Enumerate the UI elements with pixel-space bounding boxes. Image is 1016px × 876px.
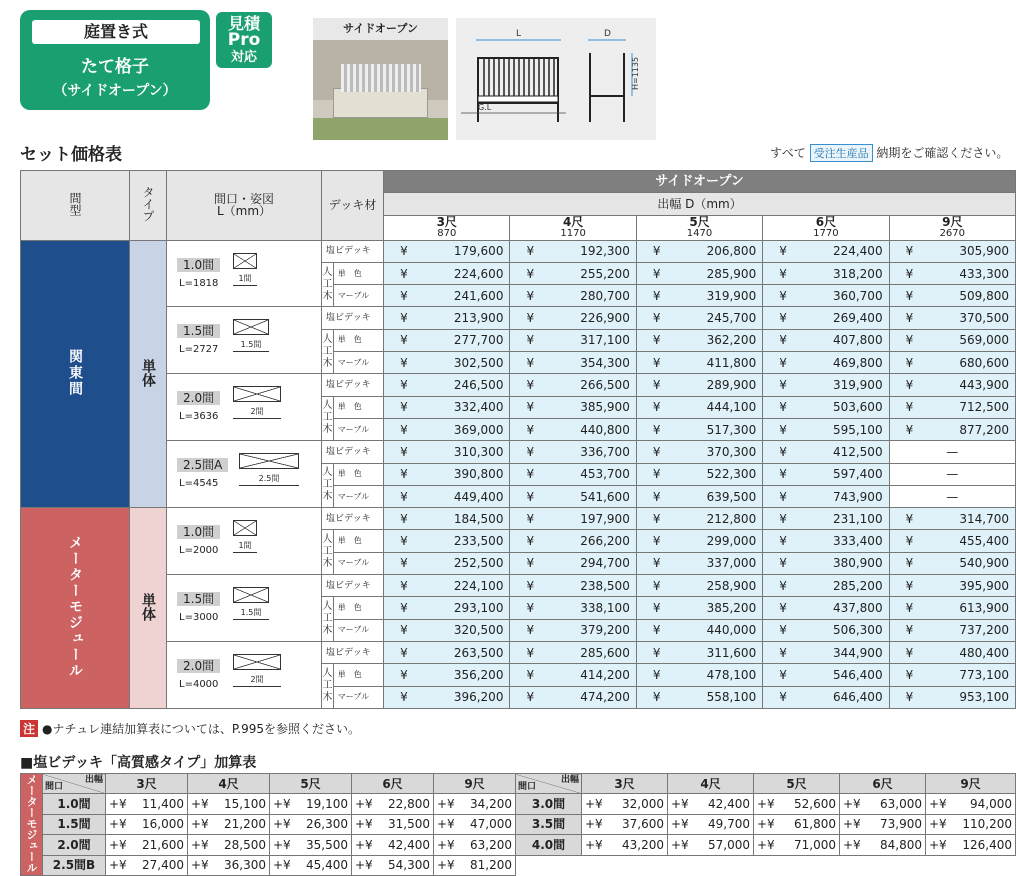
price-cell: ¥ 319,900 — [763, 374, 889, 396]
price-cell: ¥ 953,100 — [889, 686, 1015, 708]
badge-bottom: （サイドオープン） — [53, 83, 177, 99]
add-price-cell: +¥ 84,800 — [840, 835, 926, 855]
fence-sketch-icon — [233, 587, 269, 603]
deck-label: 単 色 — [333, 664, 383, 686]
price-cell: ¥ 440,800 — [510, 418, 636, 440]
dimension-diagram — [456, 18, 656, 140]
size-cell — [167, 575, 322, 642]
price-cell: ¥ 338,100 — [510, 597, 636, 619]
price-cell: ¥ 332,400 — [384, 396, 510, 418]
price-cell: ¥ 540,900 — [889, 552, 1015, 574]
price-cell: ¥ 319,900 — [636, 285, 762, 307]
price-cell: ¥ 379,200 — [510, 619, 636, 641]
header-depth-col: 5尺 1470 — [636, 215, 762, 240]
add-col-header: 9尺 — [926, 774, 1016, 794]
price-cell: ¥ 344,900 — [763, 641, 889, 663]
price-cell: ¥ 226,900 — [510, 307, 636, 329]
size-length: L=4545 — [179, 478, 219, 490]
sketch-dim: 1間 — [233, 273, 257, 286]
product-photo — [313, 18, 448, 140]
table-row — [21, 835, 1016, 855]
add-col-header: 4尺 — [188, 774, 270, 794]
size-cell — [167, 641, 322, 708]
price-cell: ¥ 411,800 — [636, 352, 762, 374]
add-price-cell: +¥ 15,100 — [188, 794, 270, 814]
size-label: 2.0間 — [177, 659, 220, 673]
add-price-cell: +¥ 21,200 — [188, 814, 270, 834]
deck-label: マーブル — [333, 418, 383, 440]
price-cell: ¥ 360,700 — [763, 285, 889, 307]
made-to-order-tag: 受注生産品 — [810, 144, 873, 162]
add-row-label: 3.5間 — [516, 814, 582, 834]
add-group-name: メーターモジュール — [21, 774, 43, 876]
add-price-cell: +¥ 42,400 — [352, 835, 434, 855]
price-cell: ¥ 773,100 — [889, 664, 1015, 686]
add-price-cell: +¥ 34,200 — [434, 794, 516, 814]
add-table-header — [21, 774, 1016, 794]
price-cell: ¥ 280,700 — [510, 285, 636, 307]
header-depth-col: 4尺 1170 — [510, 215, 636, 240]
price-cell: ¥ 480,400 — [889, 641, 1015, 663]
price-cell: ¥ 336,700 — [510, 441, 636, 463]
add-price-cell: +¥ 11,400 — [106, 794, 188, 814]
deck-label: 塩ビデッキ — [321, 641, 383, 663]
fence-sketch-icon — [233, 520, 257, 536]
size-cell — [167, 307, 322, 374]
deck-label: マーブル — [333, 352, 383, 374]
price-cell: ¥ 224,100 — [384, 575, 510, 597]
add-price-cell: +¥ 26,300 — [270, 814, 352, 834]
made-to-order-note — [770, 144, 1008, 162]
jinkomoku-label: 人 工 木 — [321, 664, 333, 709]
price-cell: ¥ 478,100 — [636, 664, 762, 686]
deck-label: 単 色 — [333, 530, 383, 552]
add-price-cell: +¥ 57,000 — [668, 835, 754, 855]
fence-sketch-icon — [239, 453, 299, 469]
price-cell: ¥ 541,600 — [510, 485, 636, 507]
price-cell: ¥ 390,800 — [384, 463, 510, 485]
deck-label: 塩ビデッキ — [321, 240, 383, 262]
price-cell: ¥ 407,800 — [763, 329, 889, 351]
diagram-H: H=1135 — [631, 56, 640, 90]
deck-label: マーブル — [333, 686, 383, 708]
price-cell: ¥ 302,500 — [384, 352, 510, 374]
sketch-dim: 2間 — [233, 406, 281, 419]
sketch-dim: 1.5間 — [233, 607, 269, 620]
jinkomoku-label: 人 工 木 — [321, 329, 333, 374]
deck-label: 塩ビデッキ — [321, 307, 383, 329]
price-cell: ¥ 449,400 — [384, 485, 510, 507]
add-row-label: 2.5間B — [43, 855, 106, 875]
table-row — [21, 575, 1016, 597]
size-length: L=3636 — [179, 411, 219, 423]
price-cell: ¥ 433,300 — [889, 262, 1015, 284]
add-col-header: 6尺 — [840, 774, 926, 794]
table-row — [21, 641, 1016, 663]
deck-label: 単 色 — [333, 262, 383, 284]
price-cell: ¥ 184,500 — [384, 508, 510, 530]
add-row-label: 4.0間 — [516, 835, 582, 855]
group-type: 単体 — [130, 240, 167, 508]
table-row — [21, 307, 1016, 329]
price-cell: ¥ 380,900 — [763, 552, 889, 574]
price-cell: ¥ 517,300 — [636, 418, 762, 440]
price-cell: ¥ 443,900 — [889, 374, 1015, 396]
deck-label: 塩ビデッキ — [321, 374, 383, 396]
header-magata: 間型 — [21, 171, 130, 241]
badge-top: 庭置き式 — [32, 20, 200, 44]
add-row-label: 3.0間 — [516, 794, 582, 814]
price-cell: ¥ 263,500 — [384, 641, 510, 663]
price-cell: ¥ 246,500 — [384, 374, 510, 396]
add-col-header: 5尺 — [270, 774, 352, 794]
price-cell: ¥ 546,400 — [763, 664, 889, 686]
add-price-cell: +¥ 37,600 — [582, 814, 668, 834]
add-price-cell: +¥ 126,400 — [926, 835, 1016, 855]
price-cell: ¥ 370,500 — [889, 307, 1015, 329]
price-cell: ¥ 509,800 — [889, 285, 1015, 307]
price-cell: ¥ 444,100 — [636, 396, 762, 418]
add-price-cell: +¥ 54,300 — [352, 855, 434, 875]
add-price-cell: +¥ 36,300 — [188, 855, 270, 875]
sketch-dim: 1.5間 — [233, 339, 269, 352]
pro-line-b: Pro — [227, 30, 261, 50]
add-price-cell: +¥ 21,600 — [106, 835, 188, 855]
price-cell: ¥ 224,600 — [384, 262, 510, 284]
corner-header: 出幅 間口 — [516, 774, 582, 794]
mitsumori-pro-badge — [216, 12, 272, 68]
price-cell: ¥ 299,000 — [636, 530, 762, 552]
diagram-L: L — [516, 29, 522, 39]
add-price-cell: +¥ 61,800 — [754, 814, 840, 834]
add-col-header: 5尺 — [754, 774, 840, 794]
price-cell: ¥ 680,600 — [889, 352, 1015, 374]
add-col-header: 6尺 — [352, 774, 434, 794]
price-cell: ¥ 192,300 — [510, 240, 636, 262]
add-price-cell: +¥ 71,000 — [754, 835, 840, 855]
table-row — [21, 374, 1016, 396]
price-cell: ¥ 231,100 — [763, 508, 889, 530]
header-depth-col: 3尺 870 — [384, 215, 510, 240]
price-cell: ¥ 613,900 — [889, 597, 1015, 619]
size-length: L=2000 — [179, 545, 219, 557]
price-cell: ¥ 333,400 — [763, 530, 889, 552]
add-col-header: 3尺 — [106, 774, 188, 794]
deck-label: 塩ビデッキ — [321, 441, 383, 463]
price-cell: ¥ 595,100 — [763, 418, 889, 440]
price-na: — — [889, 441, 1015, 463]
jinkomoku-label: 人 工 木 — [321, 396, 333, 441]
price-cell: ¥ 266,500 — [510, 374, 636, 396]
pro-line-c: 対応 — [230, 50, 257, 65]
diagram-GL: G.L — [478, 103, 492, 112]
add-row-label: 2.0間 — [43, 835, 106, 855]
price-cell: ¥ 370,300 — [636, 441, 762, 463]
add-price-cell: +¥ 35,500 — [270, 835, 352, 855]
size-length: L=2727 — [179, 344, 219, 356]
price-cell: ¥ 289,900 — [636, 374, 762, 396]
price-cell: ¥ 362,200 — [636, 329, 762, 351]
table-row — [21, 794, 1016, 814]
price-cell: ¥ 213,900 — [384, 307, 510, 329]
price-cell: ¥ 469,800 — [763, 352, 889, 374]
size-length: L=3000 — [179, 611, 219, 623]
price-cell: ¥ 337,000 — [636, 552, 762, 574]
add-price-cell: +¥ 31,500 — [352, 814, 434, 834]
size-cell — [167, 508, 322, 575]
sketch-dim: 1間 — [233, 540, 257, 553]
deck-label: 単 色 — [333, 597, 383, 619]
price-cell: ¥ 318,200 — [763, 262, 889, 284]
price-cell: ¥ 737,200 — [889, 619, 1015, 641]
group-name: 関東間 — [21, 240, 130, 508]
deck-label: マーブル — [333, 619, 383, 641]
size-label: 1.5間 — [177, 324, 220, 338]
price-cell: ¥ 712,500 — [889, 396, 1015, 418]
size-cell — [167, 240, 322, 307]
price-cell: ¥ 285,900 — [636, 262, 762, 284]
price-cell: ¥ 320,500 — [384, 619, 510, 641]
pro-line-a: 見積 — [227, 14, 260, 33]
corner-header: 出幅 間口 — [43, 774, 106, 794]
price-cell: ¥ 597,400 — [763, 463, 889, 485]
price-cell: ¥ 305,900 — [889, 240, 1015, 262]
add-col-header: 9尺 — [434, 774, 516, 794]
add-price-cell: +¥ 16,000 — [106, 814, 188, 834]
price-cell: ¥ 385,900 — [510, 396, 636, 418]
price-cell: ¥ 396,200 — [384, 686, 510, 708]
deck-label: 単 色 — [333, 463, 383, 485]
add-col-header: 4尺 — [668, 774, 754, 794]
size-length: L=1818 — [179, 277, 219, 289]
diagram-D: D — [604, 29, 611, 39]
group-type: 単体 — [130, 508, 167, 709]
price-cell: ¥ 294,700 — [510, 552, 636, 574]
price-cell: ¥ 285,600 — [510, 641, 636, 663]
price-cell: ¥ 455,400 — [889, 530, 1015, 552]
fence-sketch-icon — [233, 319, 269, 335]
price-cell: ¥ 356,200 — [384, 664, 510, 686]
price-cell: ¥ 369,000 — [384, 418, 510, 440]
add-price-cell: +¥ 27,400 — [106, 855, 188, 875]
table-row — [21, 508, 1016, 530]
price-cell: ¥ 285,200 — [763, 575, 889, 597]
table-row — [21, 441, 1016, 463]
size-cell — [167, 441, 322, 508]
price-cell: ¥ 453,700 — [510, 463, 636, 485]
price-cell: ¥ 293,100 — [384, 597, 510, 619]
price-cell: ¥ 252,500 — [384, 552, 510, 574]
photo-label: サイドオープン — [313, 18, 448, 40]
add-row-label: 1.5間 — [43, 814, 106, 834]
deck-label: 塩ビデッキ — [321, 508, 383, 530]
add-price-cell: +¥ 63,000 — [840, 794, 926, 814]
price-cell: ¥ 277,700 — [384, 329, 510, 351]
price-cell: ¥ 440,000 — [636, 619, 762, 641]
size-length: L=4000 — [179, 678, 219, 690]
price-cell: ¥ 224,400 — [763, 240, 889, 262]
price-cell: ¥ 503,600 — [763, 396, 889, 418]
price-cell: ¥ 354,300 — [510, 352, 636, 374]
add-price-cell: +¥ 45,400 — [270, 855, 352, 875]
table-row — [21, 855, 1016, 875]
add-price-cell: +¥ 73,900 — [840, 814, 926, 834]
price-cell: ¥ 646,400 — [763, 686, 889, 708]
price-cell: ¥ 255,200 — [510, 262, 636, 284]
add-price-cell: +¥ 52,600 — [754, 794, 840, 814]
price-cell: ¥ 385,200 — [636, 597, 762, 619]
deck-label: 塩ビデッキ — [321, 575, 383, 597]
price-cell: ¥ 311,600 — [636, 641, 762, 663]
price-cell: ¥ 414,200 — [510, 664, 636, 686]
add-row-label: 1.0間 — [43, 794, 106, 814]
price-cell: ¥ 506,300 — [763, 619, 889, 641]
add-price-cell: +¥ 47,000 — [434, 814, 516, 834]
add-price-cell: +¥ 19,100 — [270, 794, 352, 814]
price-cell: ¥ 197,900 — [510, 508, 636, 530]
product-badge — [20, 10, 210, 110]
header-depth-col: 6尺 1770 — [763, 215, 889, 240]
deck-label: マーブル — [333, 485, 383, 507]
section-title: セット価格表 — [20, 145, 122, 165]
add-price-cell: +¥ 110,200 — [926, 814, 1016, 834]
sketch-dim: 2.5間 — [239, 473, 299, 486]
add-price-cell: +¥ 81,200 — [434, 855, 516, 875]
price-cell: ¥ 412,500 — [763, 441, 889, 463]
note-text: ●ナチュレ連結加算表については、P.995を参照ください。 — [42, 722, 360, 736]
price-cell: ¥ 877,200 — [889, 418, 1015, 440]
add-price-cell: +¥ 28,500 — [188, 835, 270, 855]
price-cell: ¥ 238,500 — [510, 575, 636, 597]
deck-label: 単 色 — [333, 329, 383, 351]
jinkomoku-label: 人 工 木 — [321, 262, 333, 307]
deck-label: 単 色 — [333, 396, 383, 418]
add-price-cell: +¥ 94,000 — [926, 794, 1016, 814]
price-cell: ¥ 437,800 — [763, 597, 889, 619]
table-row — [21, 240, 1016, 262]
header-side-open: サイドオープン — [384, 171, 1016, 193]
size-label: 1.5間 — [177, 592, 220, 606]
price-cell: ¥ 314,700 — [889, 508, 1015, 530]
jinkomoku-label: 人 工 木 — [321, 597, 333, 642]
header-depth: 出幅 D（mm） — [384, 193, 1016, 215]
note-post: 納期をご確認ください。 — [876, 146, 1009, 160]
note-pre: すべて — [770, 146, 806, 160]
price-cell: ¥ 522,300 — [636, 463, 762, 485]
price-cell: ¥ 639,500 — [636, 485, 762, 507]
price-cell: ¥ 269,400 — [763, 307, 889, 329]
header-type: タイプ — [130, 171, 167, 241]
sketch-dim: 2間 — [233, 674, 281, 687]
size-label: 1.0間 — [177, 258, 220, 272]
add-price-table — [20, 773, 1016, 876]
badge-mid: たて格子 — [81, 57, 149, 77]
group-name: メーターモジュール — [21, 508, 130, 709]
fence-sketch-icon — [233, 654, 281, 670]
price-cell: ¥ 558,100 — [636, 686, 762, 708]
header-depth-col: 9尺 2670 — [889, 215, 1015, 240]
header-maguchi: 間口・姿図 L（mm） — [167, 171, 322, 241]
price-cell: ¥ 241,600 — [384, 285, 510, 307]
price-cell: ¥ 569,000 — [889, 329, 1015, 351]
price-cell: ¥ 266,200 — [510, 530, 636, 552]
price-cell: ¥ 258,900 — [636, 575, 762, 597]
fence-sketch-icon — [233, 253, 257, 269]
jinkomoku-label: 人 工 木 — [321, 463, 333, 508]
size-label: 2.5間A — [177, 458, 228, 472]
price-cell: ¥ 395,900 — [889, 575, 1015, 597]
price-na: — — [889, 485, 1015, 507]
price-cell: ¥ 206,800 — [636, 240, 762, 262]
add-price-cell: +¥ 43,200 — [582, 835, 668, 855]
add-price-cell: +¥ 42,400 — [668, 794, 754, 814]
price-cell: ¥ 245,700 — [636, 307, 762, 329]
add-col-header: 3尺 — [582, 774, 668, 794]
add-table-title: ■塩ビデッキ「高質感タイプ」加算表 — [20, 755, 257, 771]
jinkomoku-label: 人 工 木 — [321, 530, 333, 575]
deck-label: マーブル — [333, 285, 383, 307]
add-price-cell: +¥ 22,800 — [352, 794, 434, 814]
price-cell: ¥ 233,500 — [384, 530, 510, 552]
price-cell: ¥ 474,200 — [510, 686, 636, 708]
note-nature — [20, 720, 360, 737]
price-cell: ¥ 179,600 — [384, 240, 510, 262]
note-mark: 注 — [20, 720, 38, 737]
price-na: — — [889, 463, 1015, 485]
add-price-cell: +¥ 32,000 — [582, 794, 668, 814]
fence-sketch-icon — [233, 386, 281, 402]
table-row — [21, 814, 1016, 834]
header-deck: デッキ材 — [321, 171, 383, 241]
price-cell: ¥ 317,100 — [510, 329, 636, 351]
price-cell: ¥ 310,300 — [384, 441, 510, 463]
price-cell: ¥ 212,800 — [636, 508, 762, 530]
price-cell: ¥ 743,900 — [763, 485, 889, 507]
add-price-cell: +¥ 49,700 — [668, 814, 754, 834]
add-price-cell: +¥ 63,200 — [434, 835, 516, 855]
size-label: 2.0間 — [177, 391, 220, 405]
size-cell — [167, 374, 322, 441]
deck-label: マーブル — [333, 552, 383, 574]
set-price-table — [20, 170, 1016, 709]
size-label: 1.0間 — [177, 525, 220, 539]
